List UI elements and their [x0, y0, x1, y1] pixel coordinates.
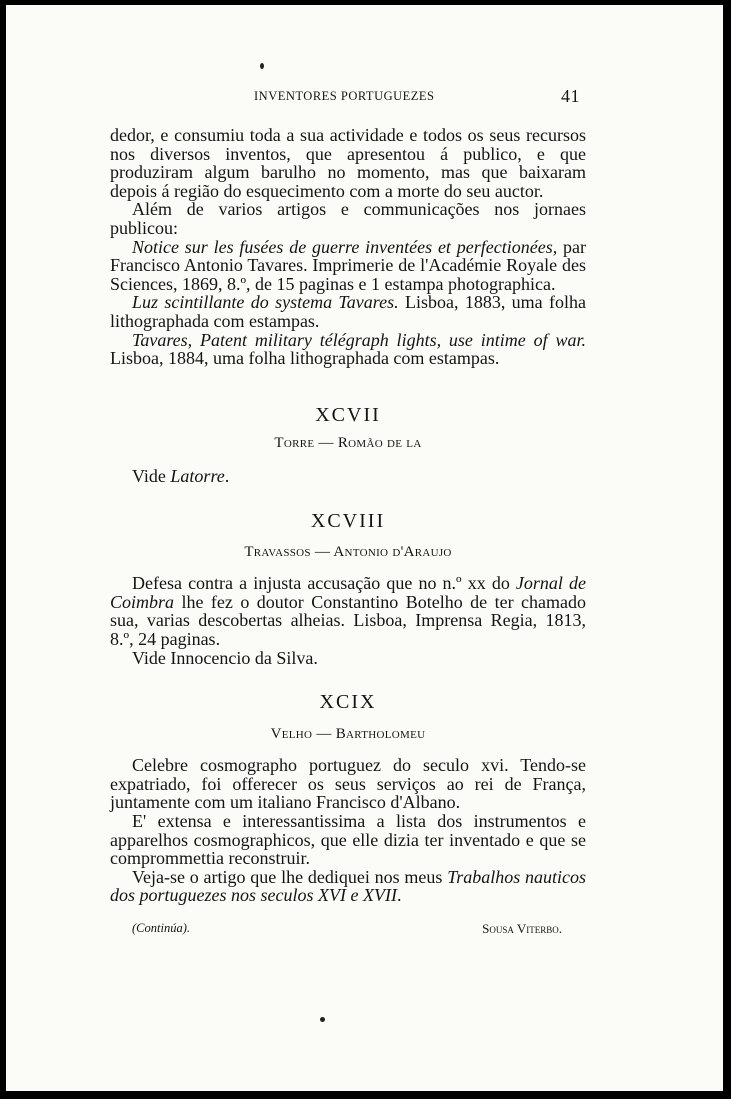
section-xcvii — [110, 406, 586, 486]
section-name: Torre — Romão de la — [274, 434, 422, 451]
page — [6, 5, 723, 1091]
paragraph: Celebre cosmographo portuguez do seculo xvi. Tendo-se expatriado, foi offerecer os seus serviços ao rei de França, juntamente com um italiano Francisco d'Albano. — [110, 755, 586, 813]
paragraph: Defesa contra a injusta accusação que no n.º xx do Jornal de Coimbra lhe fez o doutor Constantino Botelho de ter chamado sua, varias descobertas alheias. Lisboa, Imprensa Regia, 1813, 8.º, 24 paginas. — [110, 573, 587, 649]
ink-spot — [260, 63, 264, 69]
running-title: INVENTORES PORTUGUEZES — [254, 89, 435, 103]
section-numeral: XCIX — [319, 691, 377, 713]
section-xcix — [110, 693, 586, 905]
bibliography-entry: Notice sur les fusées de guerre inventées et perfectionées, par Francisco Antonio Tavares. Imprimerie de l'Académie Royale des Sciences, 1869, 8.º, de 15 paginas e 1 estampa photographica. — [110, 236, 586, 294]
page-footer — [132, 921, 562, 936]
paragraph: E' extensa e interessantissima a lista dos instrumentos e apparelhos cosmographicos, que elle dizia ter inventado e que se comprommettia reconstruir. — [110, 810, 586, 869]
author-signature: Sousa Viterbo. — [482, 921, 562, 936]
work-title: Trabalhos nauticos dos portuguezes nos seculos XVI e XVII — [110, 866, 586, 906]
intro-block — [110, 126, 586, 368]
paragraph: Vide Latorre. — [132, 466, 230, 487]
paragraph: Além de varios artigos e communicações nos jornaes publicou: — [110, 199, 586, 238]
bibliography-entry: Tavares, Patent military télégraph lights, use intime of war. Lisboa, 1884, uma folha lithographada com estampas. — [110, 329, 586, 369]
cross-reference: Latorre — [170, 466, 225, 487]
bibliography-entry: Luz scintillante do systema Tavares. Lisboa, 1883, uma folha lithographada com estampas. — [110, 292, 587, 331]
section-numeral: XCVII — [315, 404, 381, 426]
ink-spot — [320, 1017, 325, 1022]
section-numeral: XCVIII — [310, 510, 386, 532]
paragraph: dedor, e consumiu toda a sua actividade e todos os seus recursos nos diversos inventos, que apresentou á publico, e que produziram algum barulho no momento, mas que baixaram depois á região do esquecimento com a morte do seu auctor. — [110, 125, 586, 201]
paragraph: Vide Innocencio da Silva. — [132, 647, 318, 668]
page-number: 41 — [561, 86, 580, 106]
continua-note: (Continúa). — [132, 921, 190, 935]
work-title: Notice sur les fusées de guerre inventées et perfectionées, — [132, 236, 558, 257]
paragraph: Veja-se o artigo que lhe dediquei nos meus Trabalhos nauticos dos portuguezes nos seculos XVI e XVII. — [110, 866, 586, 906]
journal-title: Jornal de Coimbra — [110, 573, 587, 612]
section-xcviii — [110, 512, 586, 667]
work-title: Tavares, Patent military télégraph lights, use intime of war. — [132, 329, 586, 350]
section-name: Velho — Bartholomeu — [270, 725, 426, 742]
section-name: Travassos — Antonio d'Araujo — [244, 543, 452, 560]
work-title: Luz scintillante do systema Tavares. — [132, 292, 399, 313]
